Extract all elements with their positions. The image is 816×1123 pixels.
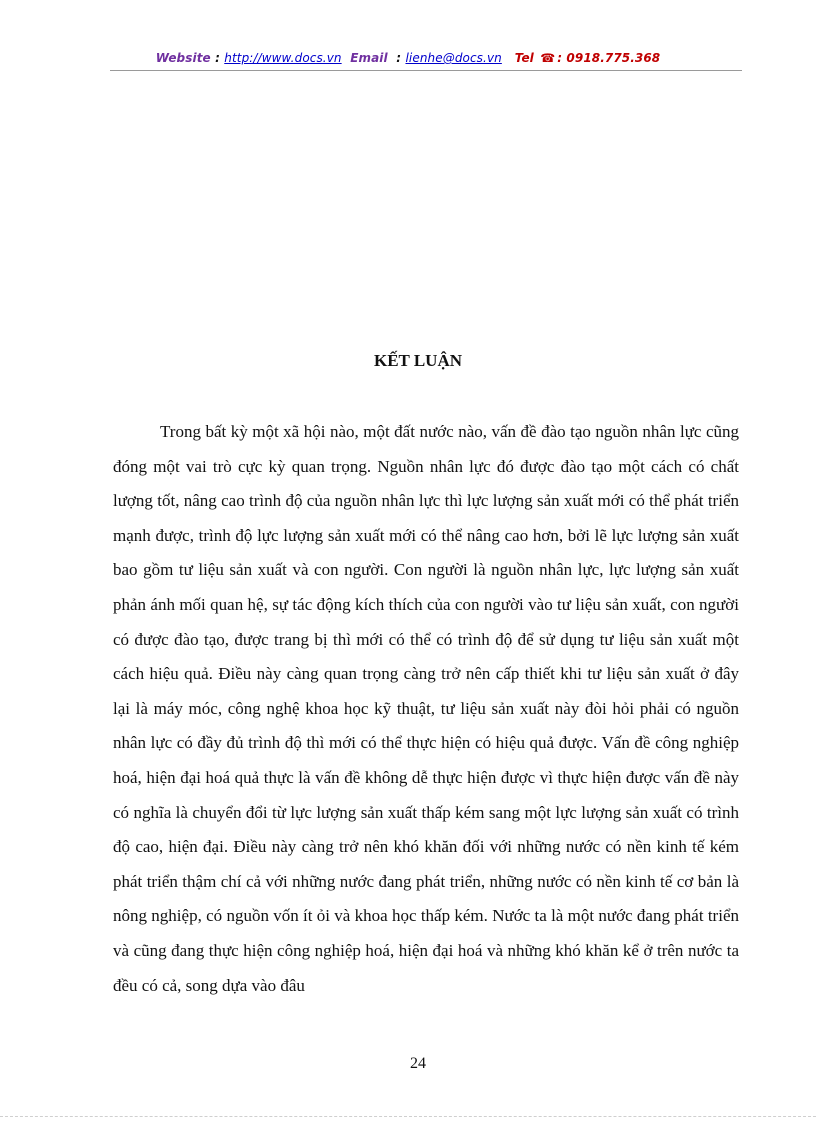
tel-value: : 0918.775.368 (557, 51, 661, 65)
website-link[interactable]: http://www.docs.vn (224, 51, 342, 65)
email-link[interactable]: lienhe@docs.vn (405, 51, 502, 65)
header-divider (110, 70, 742, 71)
website-label: Website (155, 51, 211, 65)
website-separator: : (215, 51, 220, 65)
page-title: KẾT LUẬN (373, 351, 462, 370)
document-body (113, 415, 739, 1003)
page-number: 24 (410, 1055, 426, 1072)
page-bottom-divider (0, 1116, 816, 1117)
tel-label: Tel (514, 51, 534, 65)
page-header (0, 51, 816, 65)
email-separator: : (396, 51, 402, 65)
phone-icon: ☎ (540, 51, 556, 65)
body-paragraph: Trong bất kỳ một xã hội nào, một đất nước nào, vấn đề đào tạo nguồn nhân lực cũng đóng một vai trò cực kỳ quan trọng. Nguồn nhân lực đó được đào tạo một cách có chất lượng tốt, nâng cao trình độ của nguồn nhân lực thì lực lượng sản xuất mới có thể phát triển mạnh được, trình độ lực lượng sản xuất mới có thể nâng cao hơn, bởi lẽ lực lượng sản xuất bao gồm tư liệu sản xuất và con người. Con người là nguồn nhân lực, lực lượng sản xuất phản ánh mối quan hệ, sự tác động kích thích của con người vào tư liệu sản xuất, con người có được đào tạo, được trang bị thì mới có thể có trình độ để sử dụng tư liệu sản xuất một cách hiệu quả. Điều này càng quan trọng càng trở nên cấp thiết khi tư liệu sản xuất ở đây lại là máy móc, công nghệ khoa học kỹ thuật, tư liệu sản xuất này đòi hỏi phải có nguồn nhân lực có đầy đủ trình độ thì mới có thể thực hiện có hiệu quả được. Vấn đề công nghiệp hoá, hiện đại hoá quả thực là vấn đề không dễ thực hiện được vì thực hiện được vấn đề này có nghĩa là chuyển đổi từ lực lượng sản xuất thấp kém sang một lực lượng sản xuất có trình độ cao, hiện đại. Điều này càng trở nên khó khăn đối với những nước có nền kinh tế kém phát triển thậm chí cả với những nước đang phát triển, những nước có nền kinh tế cơ bản là nông nghiệp, có nguồn vốn ít ỏi và khoa học thấp kém. Nước ta là một nước đang phát triển và cũng đang thực hiện công nghiệp hoá, hiện đại hoá và những khó khăn kể ở trên nước ta đều có cả, song dựa vào đâu (113, 422, 739, 995)
email-label: Email (350, 51, 388, 65)
